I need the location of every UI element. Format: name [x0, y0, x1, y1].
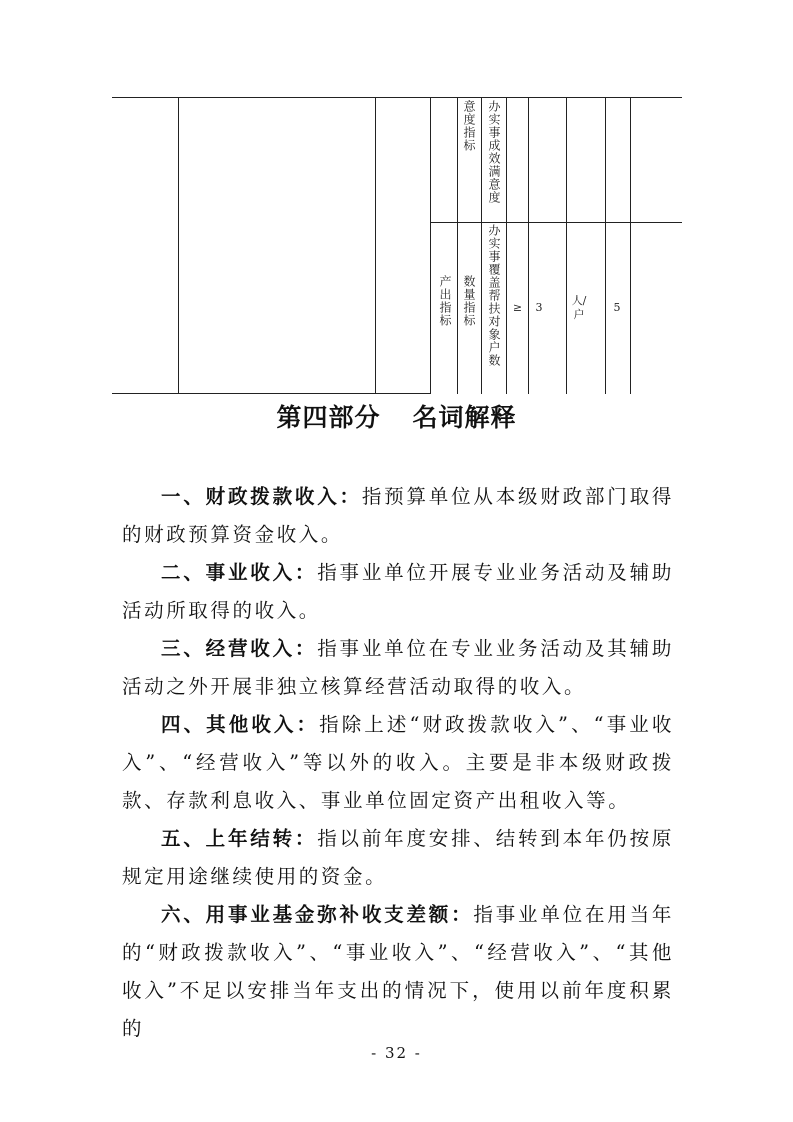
- glossary-term: 五、上年结转：: [161, 827, 318, 850]
- table-col-line: [605, 97, 606, 394]
- table-cell-target-value: 3: [535, 301, 543, 314]
- table-row-divider: [430, 222, 682, 223]
- glossary-term: 一、财政拨款收入：: [161, 485, 362, 508]
- glossary-term: 二、事业收入：: [161, 561, 318, 584]
- glossary-definition: 指以前年度安排、结转到本年仍按原规定用途继续使用的资金。: [122, 827, 674, 888]
- glossary-paragraph: [122, 820, 674, 896]
- glossary-paragraph: [122, 554, 674, 630]
- glossary-definition: 指事业单位在用当年的“财政拨款收入”、“事业收入”、“经营收入”、“其他收入”不足以安排当年支出的情况下，使用以前年度积累的: [122, 903, 674, 1040]
- table-cell-indicator-level1: 产出指标: [438, 275, 452, 327]
- glossary-term: 六、用事业基金弥补收支差额：: [161, 903, 474, 926]
- glossary-paragraph: [122, 630, 674, 706]
- table-cell-indicator-name: 办实事覆盖帮扶对象户数: [487, 224, 501, 367]
- glossary-paragraph: [122, 706, 674, 820]
- table-bottom-border: [112, 393, 430, 394]
- glossary-term: 四、其他收入：: [161, 713, 320, 736]
- section-title: [0, 398, 793, 434]
- table-cell-indicator-name: 办实事成效满意度: [487, 100, 501, 204]
- glossary-paragraph: [122, 478, 674, 554]
- page-number: - 32 -: [371, 1044, 422, 1062]
- glossary-definition: 指事业单位开展专业业务活动及辅助活动所取得的收入。: [122, 561, 674, 622]
- table-cell-unit: 人/户: [571, 294, 587, 321]
- glossary-definition: 指预算单位从本级财政部门取得的财政预算资金收入。: [122, 485, 674, 546]
- table-col-line: [630, 97, 631, 394]
- table-cell-indicator-level3: 意度指标: [462, 100, 476, 152]
- table-col-line: [375, 97, 376, 394]
- glossary-definition: 指除上述“财政拨款收入”、“事业收入”、“经营收入”等以外的收入。主要是非本级财政拨款、存款利息收入、事业单位固定资产出租收入等。: [122, 713, 674, 812]
- indicator-table: [0, 0, 793, 400]
- glossary-paragraph: [122, 896, 674, 1048]
- glossary-body: [122, 478, 674, 1048]
- table-col-line: [457, 97, 458, 394]
- table-col-line: [506, 97, 507, 394]
- table-top-border: [112, 97, 682, 98]
- section-part-label: 第四部分: [276, 403, 381, 432]
- table-col-line: [481, 97, 482, 394]
- table-cell-indicator-level2: 数量指标: [462, 275, 476, 327]
- section-name-label: 名词解释: [412, 403, 517, 432]
- table-col-line: [528, 97, 529, 394]
- glossary-term: 三、经营收入：: [161, 637, 318, 660]
- table-cell-score: 5: [613, 301, 621, 314]
- table-col-line: [178, 97, 179, 394]
- table-col-line: [566, 97, 567, 394]
- table-cell-operator: ≥: [512, 301, 523, 314]
- table-col-line: [430, 97, 431, 394]
- glossary-definition: 指事业单位在专业业务活动及其辅助活动之外开展非独立核算经营活动取得的收入。: [122, 637, 674, 698]
